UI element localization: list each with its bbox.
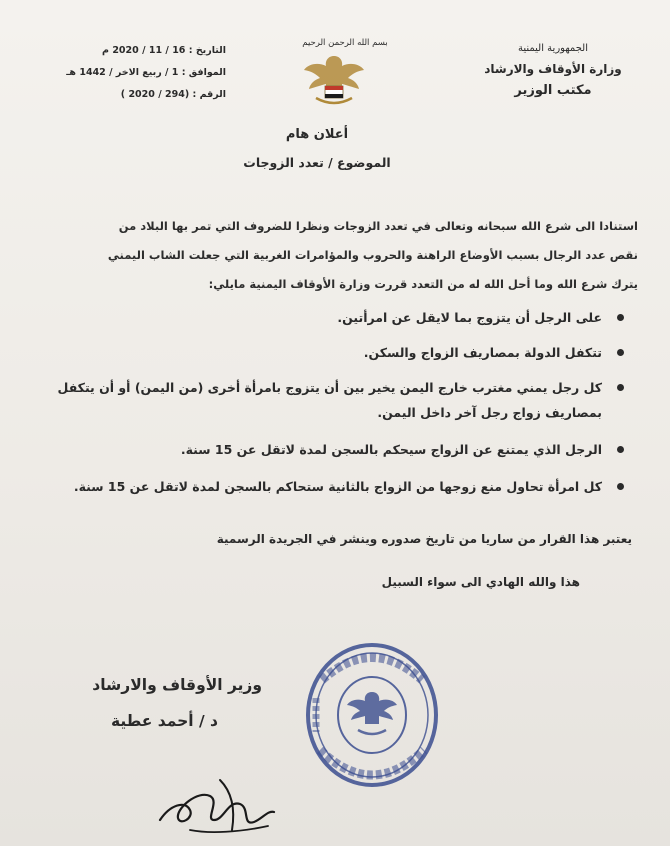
header-office: مكتب الوزير bbox=[514, 83, 592, 98]
yemen-eagle-emblem-icon bbox=[298, 50, 370, 108]
header-reference bbox=[66, 40, 226, 106]
header-ministry bbox=[478, 38, 628, 101]
intro-line: نقص عدد الرجال بسبب الأوضاع الراهنة والحروب والمؤامرات الغربية التي جعلت الشاب اليمني bbox=[107, 248, 638, 262]
header-country: الجمهورية اليمنية bbox=[517, 43, 588, 54]
closing-prayer: هذا والله الهادي الى سواء السبيل bbox=[381, 575, 580, 589]
list-item bbox=[40, 474, 630, 499]
bullet-icon bbox=[617, 349, 624, 356]
official-stamp-icon bbox=[302, 640, 442, 790]
bullet-icon bbox=[617, 384, 624, 391]
item-text: تتكفل الدولة بمصاريف الزواج والسكن. bbox=[363, 345, 602, 360]
item-text: كل رجل يمني مغترب خارج اليمن يخير بين أن يتزوج بامرأة أخرى (من اليمن) أو أن يتكفل بمصاريف زواج رجل آخر داخل اليمن. bbox=[57, 380, 602, 420]
closing-statement: يعتبر هذا القرار من ساريا من تاريخ صدوره وينشر في الجريدة الرسمية bbox=[216, 532, 632, 546]
intro-paragraph bbox=[78, 212, 638, 299]
intro-line: استنادا الى شرع الله سبحانه وتعالى في تعدد الزوجات ونظرا للضروف التي تمر بها البلاد من bbox=[118, 219, 638, 233]
header-hijri-date: الموافق : 1 / ربيع الاخر / 1442 هـ bbox=[66, 67, 226, 78]
header-ref-number: الرقم : (294 / 2020 ) bbox=[120, 89, 226, 100]
bullet-icon bbox=[617, 483, 624, 490]
list-item bbox=[40, 305, 630, 330]
item-text: الرجل الذي يمتنع عن الزواج سيحكم بالسجن لمدة لاتقل عن 15 سنة. bbox=[180, 442, 602, 457]
list-item bbox=[40, 340, 630, 365]
header-ministry-name: وزارة الأوقاف والارشاد bbox=[484, 62, 622, 76]
item-text: على الرجل أن يتزوج بما لايقل عن امرأتين. bbox=[337, 310, 602, 325]
announcement-subject: الموضوع / تعدد الزوجات bbox=[243, 155, 391, 170]
bullet-icon bbox=[617, 314, 624, 321]
list-item bbox=[40, 375, 630, 425]
intro-line: يترك شرع الله وما أحل الله له من التعدد قررت وزارة الأوقاف اليمنية مايلي: bbox=[208, 277, 638, 291]
header-date: التاريخ : 16 / 11 / 2020 م bbox=[102, 45, 226, 56]
decision-list bbox=[40, 305, 630, 499]
handwritten-signature-icon bbox=[150, 760, 280, 840]
minister-title: وزير الأوقاف والارشاد bbox=[92, 676, 262, 694]
minister-name: د / أحمد عطية bbox=[110, 712, 218, 730]
bullet-icon bbox=[617, 446, 624, 453]
basmala: بسم الله الرحمن الرحيم bbox=[302, 38, 388, 48]
item-text: كل امرأة تحاول منع زوجها من الزواج بالثانية ستحاكم بالسجن لمدة لاتقل عن 15 سنة. bbox=[73, 479, 602, 494]
list-item bbox=[40, 437, 630, 462]
announcement-title: أعلان هام bbox=[285, 127, 349, 142]
